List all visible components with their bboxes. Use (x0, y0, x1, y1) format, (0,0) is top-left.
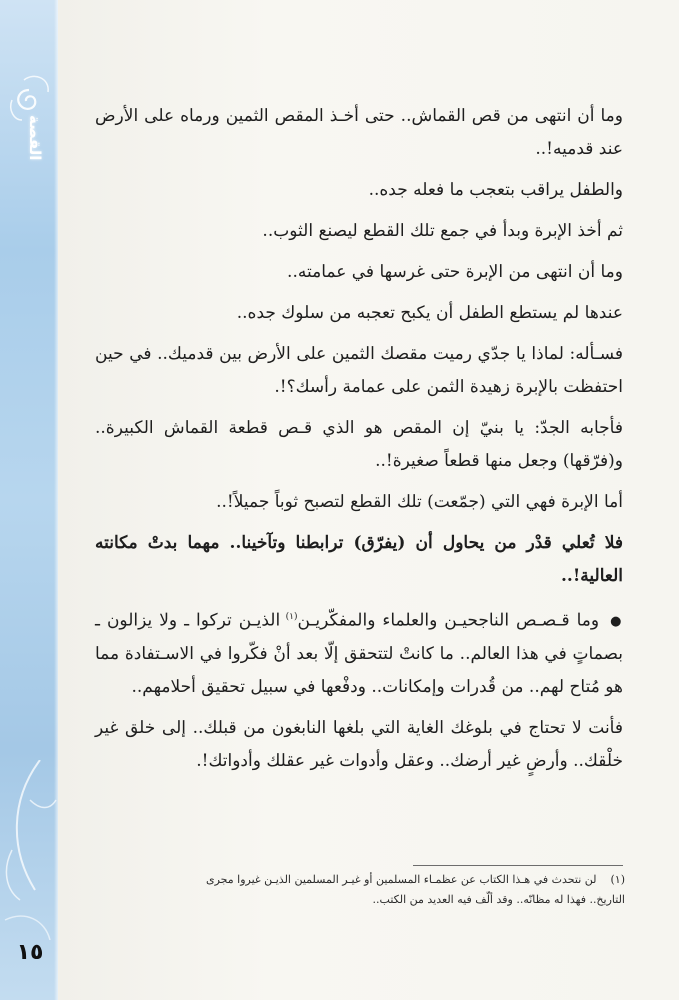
paragraph: عندها لم يستطع الطفل أن يكبح تعجبه من سلوك جده.. (236, 303, 623, 323)
closing-paragraph: فأنت لا تحتاج في بلوغك الغاية التي بلغها النابغون من قبلك.. إلى خلق غير خلْقك.. وأرضٍ غير أرضك.. وعقل وأدوات غير عقلك وأدواتك!. (95, 717, 623, 771)
footnote-number: (١) (610, 873, 625, 886)
footnote-marker: (١) (285, 612, 298, 622)
bullet-paragraph (95, 601, 623, 704)
bullet-text-end: الذيـن تركوا ـ ولا يزالون ـ بصماتٍ في هذا العالم.. ما كانتْ لتتحقق إلّا بعد أنْ فكّروا في الاسـتفادة مما هو مُتاح لهم.. من قُدرات وإمكانات.. ودفْعها في سبيل تحقيق أحلامهم.. (95, 610, 623, 697)
footnote-text-1: لن نتحدث في هـذا الكتاب عن عظمـاء المسلمين أو غيـر المسلمين الذيـن غيروا مجرى (205, 873, 597, 886)
bullet-icon: ● (610, 613, 623, 629)
decorative-side-band (0, 0, 58, 1000)
side-chapter-title: القصة (26, 115, 44, 161)
footnote (85, 870, 625, 910)
page-number: ١٥ (16, 940, 44, 965)
paragraph: أما الإبرة فهي التي (جمّعت) تلك القطع لتصبح ثوباً جميلاً!.. (216, 492, 623, 512)
footnote-line (85, 870, 625, 890)
footnote-text-2: التاريخ.. فهذا له مظانّه.. وقد ألّف فيه العديد من الكتب.. (372, 893, 625, 906)
footnote-line (85, 890, 625, 910)
bold-paragraph: فلا تُعلي قدْر من يحاول أن (يفرّق) ترابطنا وتآخينا.. مهما بدتْ مكانته العالية!.. (95, 533, 623, 586)
paragraph: فسـأله: لماذا يا جدّي رميت مقصك الثمين على الأرض بين قدميك.. في حين احتفظت بالإبرة زهيدة الثمن على عمامة رأسك؟!. (95, 344, 623, 397)
paragraph: وما أن انتهى من قص القماش.. حتى أخـذ المقص الثمين ورماه على الأرض عند قدميه!.. (95, 106, 623, 159)
paragraph: والطفل يراقب بتعجب ما فعله جده.. (368, 180, 623, 200)
footnote-divider (413, 865, 623, 866)
body-text (95, 100, 623, 786)
paragraph: فأجابه الجدّ: يا بنيّ إن المقص هو الذي قـص قطعة القماش الكبيرة.. و(فرّقها) وجعل منها قطعاً صغيرة!.. (95, 418, 623, 471)
paragraph: ثم أخذ الإبرة وبدأ في جمع تلك القطع ليصنع الثوب.. (262, 221, 623, 241)
paragraph: وما أن انتهى من الإبرة حتى غرسها في عمامته.. (287, 262, 623, 282)
bullet-text-start: وما قـصـص الناجحيـن والعلماء والمفكّريـن (297, 610, 600, 631)
